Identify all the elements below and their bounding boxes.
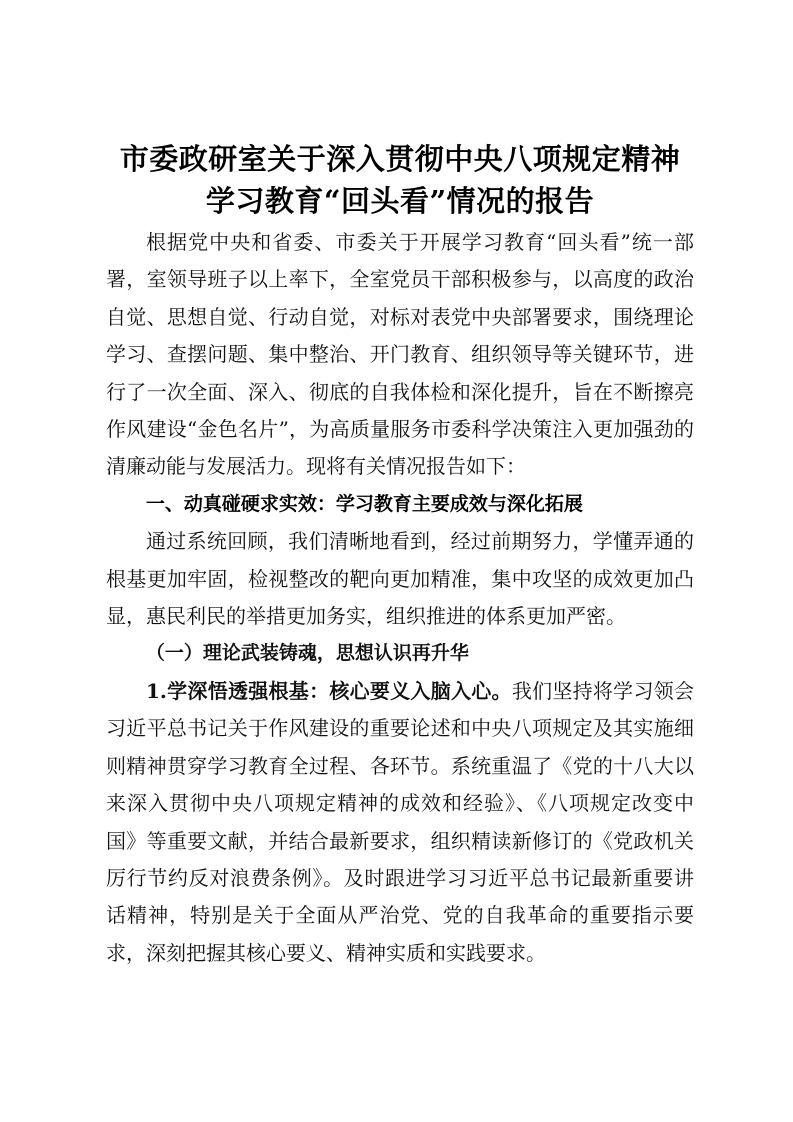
subsection-heading-1: （一）理论武装铸魂，思想认识再升华 <box>145 642 469 665</box>
document-title: 市委政研室关于深入贯彻中央八项规定精神学习教育“回头看”情况的报告 <box>119 142 681 218</box>
item-1-paragraph <box>106 673 694 972</box>
section-heading-1: 一、动真碰硬求实效：学习教育主要成效与深化拓展 <box>145 492 583 515</box>
section-1-paragraph: 通过系统回顾，我们清晰地看到，经过前期努力，学懂弄通的根基更加牢固，检视整改的靶向更加精准，集中攻坚的成效更加凸显，惠民利民的举措更加务实，组织推进的体系更加严密。 <box>106 529 694 629</box>
document-body <box>106 138 694 972</box>
item-1-body: 我们坚持将学习领会习近平总书记关于作风建设的重要论述和中央八项规定及其实施细则精神贯穿学习教育全过程、各环节。系统重温了《党的十八大以来深入贯彻中央八项规定精神的成效和经验》、《八项规定改变中国》等重要文献，并结合最新要求，组织精读新修订的《党政机关厉行节约反对浪费条例》。及时跟进学习习近平总书记最新重要讲话精神，特别是关于全面从严治党、党的自我革命的重要指示要求，深刻把握其核心要义、精神实质和实践要求。 <box>106 678 694 965</box>
item-1-lead: 1.学深悟透强根基：核心要义入脑入心。 <box>146 678 512 703</box>
intro-paragraph: 根据党中央和省委、市委关于开展学习教育“回头看”统一部署，室领导班子以上率下，全室党员干部积极参与，以高度的政治自觉、思想自觉、行动自觉，对标对表党中央部署要求，围绕理论学习、查摆问题、集中整治、开门教育、组织领导等关键环节，进行了一次全面、深入、彻底的自我体检和深化提升，旨在不断擦亮作风建设“金色名片”，为高质量服务市委科学决策注入更加强劲的清廉动能与发展活力。现将有关情况报告如下： <box>106 230 694 479</box>
